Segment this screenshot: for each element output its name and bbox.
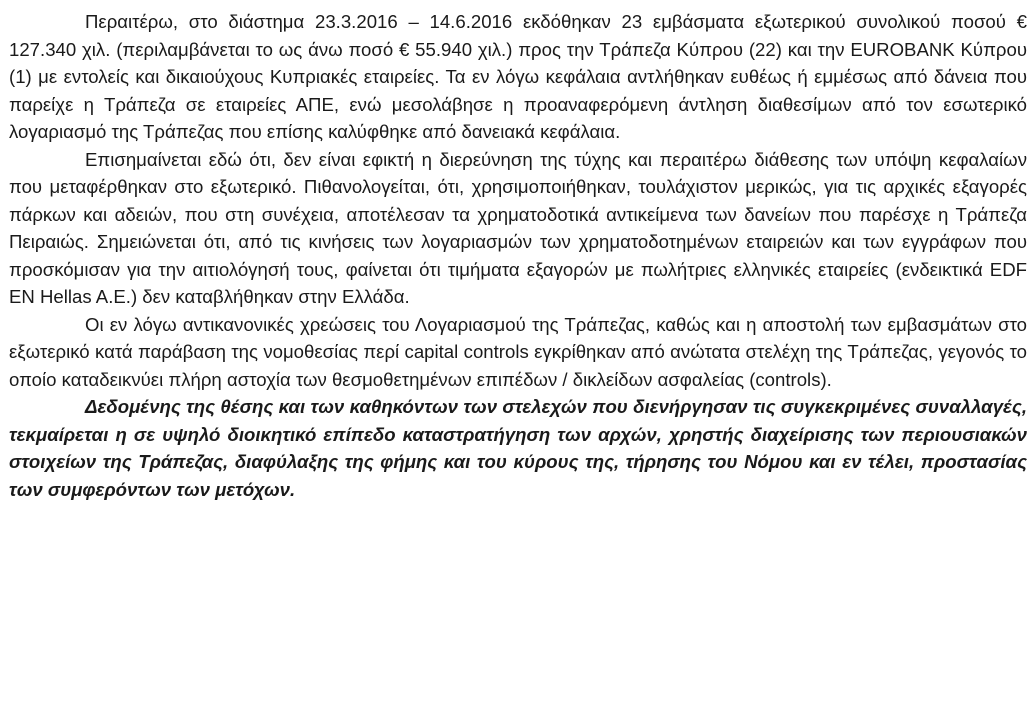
paragraph-investigation: Επισημαίνεται εδώ ότι, δεν είναι εφικτή η διερεύνηση της τύχης και περαιτέρω διάθεσης των υπόψη κεφαλαίων που μεταφέρθηκαν στο εξωτερικό. Πιθανολογείται, ότι, χρησιμοποιήθηκαν, τουλάχιστον μερικώς, για τις αρχικές εξαγορές πάρκων και αδειών, που στη συνέχεια, αποτέλεσαν τα χρηματοδοτικά αντικείμενα των δανείων που παρέσχε η Τράπεζα Πειραιώς. Σημειώνεται ότι, από τις κινήσεις των λογαριασμών των χρηματοδοτημένων εταιρειών και των εγγράφων που προσκόμισαν για την αιτιολόγησή τους, φαίνεται ότι τιμήματα εξαγορών με πωλήτριες ελληνικές εταιρείες (ενδεικτικά EDF EN Hellas A.E.) δεν καταβλήθηκαν στην Ελλάδα. <box>9 148 1027 307</box>
paragraph-conclusion: Δεδομένης της θέσης και των καθηκόντων των στελεχών που διενήργησαν τις συγκεκριμένες συναλλαγές, τεκμαίρεται η σε υψηλό διοικητικό επίπεδο καταστρατήγηση των αρχών, χρηστής διαχείρισης των περιουσιακών στοιχείων της Τράπεζας, διαφύλαξης της φήμης και του κύρους της, τήρησης του Νόμου και εν τέλει, προστασίας των συμφερόντων των μετόχων. <box>9 396 1027 500</box>
paragraph-remittances: Περαιτέρω, στο διάστημα 23.3.2016 – 14.6.2016 εκδόθηκαν 23 εμβάσματα εξωτερικού συνολικού ποσού € 127.340 χιλ. (περιλαμβάνεται το ως άνω ποσό € 55.940 χιλ.) προς την Τράπεζα Κύπρου (22) και την EUROBANK Κύπρου (1) με εντολείς και δικαιούχους Κυπριακές εταιρείες. Τα εν λόγω κεφάλαια αντλήθηκαν ευθέως ή εμμέσως από δάνεια που παρείχε η Τράπεζα σε εταιρείες ΑΠΕ, ενώ μεσολάβησε η προαναφερόμενη άντληση διαθεσίμων από τον εσωτερικό λογαριασμό της Τράπεζας που επίσης καλύφθηκε από δανειακά κεφάλαια. <box>9 11 1027 142</box>
paragraph-irregular-charges: Οι εν λόγω αντικανονικές χρεώσεις του Λογαριασμού της Τράπεζας, καθώς και η αποστολή των εμβασμάτων στο εξωτερικό κατά παράβαση της νομοθεσίας περί capital controls εγκρίθηκαν από ανώτατα στελέχη της Τράπεζας, γεγονός το οποίο καταδεικνύει πλήρη αστοχία των θεσμοθετημένων επιπέδων / δικλείδων ασφαλείας (controls). <box>9 313 1027 390</box>
document-page <box>9 8 1027 503</box>
